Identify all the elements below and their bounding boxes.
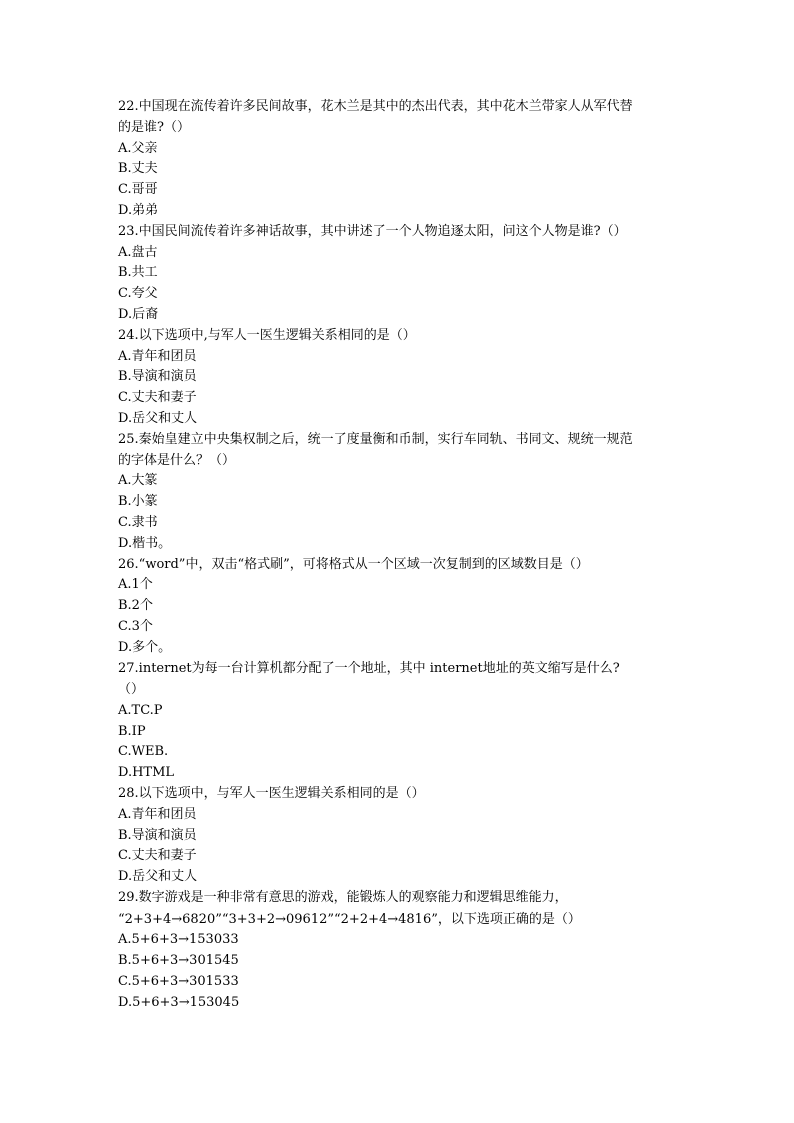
- option-c: C.3个: [118, 618, 153, 634]
- question-text: 的是谁?（）: [118, 119, 190, 135]
- option-b: B.IP: [118, 723, 146, 739]
- question-text: 27.internet为每一台计算机都分配了一个地址，其中 internet地址的英文缩写是什么?: [118, 660, 620, 676]
- question-text: “2+3+4→6820”“3+3+2→09612”“2+2+4→4816”，以下选项正确的是（）: [118, 911, 581, 927]
- question-27: [118, 659, 678, 784]
- document-page: [118, 97, 678, 1013]
- option-c: C.丈夫和妻子: [118, 848, 197, 864]
- option-b: B.小篆: [118, 494, 158, 510]
- question-text: 22.中国现在流传着许多民间故事，花木兰是其中的杰出代表，其中花木兰带家人从军代替: [118, 99, 633, 114]
- option-a: A.5+6+3→153033: [118, 932, 239, 948]
- option-b: B.共工: [118, 265, 158, 281]
- question-text: 29.数字游戏是一种非常有意思的游戏，能锻炼人的观察能力和逻辑思维能力，: [118, 889, 568, 905]
- question-text: 28.以下选项中，与军人一医生逻辑关系相同的是（）: [118, 786, 425, 801]
- option-c: C.丈夫和妻子: [118, 390, 197, 406]
- question-text: 23.中国民间流传着许多神话故事，其中讲述了一个人物追逐太阳，问这个人物是谁?（）: [118, 223, 627, 239]
- question-29: [118, 888, 678, 1013]
- option-a: A.TC.P: [118, 702, 163, 718]
- question-text: （）: [118, 682, 145, 698]
- option-c: C.夸父: [118, 286, 158, 302]
- question-26: [118, 555, 678, 659]
- option-d: D.岳父和丈人: [118, 869, 198, 885]
- option-a: A.青年和团员: [118, 348, 197, 364]
- option-a: A.父亲: [118, 140, 158, 156]
- option-d: D.楷书。: [118, 535, 172, 551]
- question-text: 25.秦始皇建立中央集权制之后，统一了度量衡和币制，实行车同轨、书同文、规统一规范: [118, 431, 633, 447]
- option-a: A.1个: [118, 577, 153, 593]
- option-d: D.弟弟: [118, 202, 159, 218]
- option-d: D.后裔: [118, 306, 159, 322]
- option-b: B.丈夫: [118, 161, 158, 177]
- option-d: D.5+6+3→153045: [118, 994, 240, 1010]
- option-b: B.导演和演员: [118, 827, 197, 843]
- option-c: C.5+6+3→301533: [118, 973, 239, 989]
- question-25: [118, 430, 678, 555]
- question-23: [118, 222, 678, 326]
- option-a: A.大篆: [118, 473, 158, 489]
- option-c: C.哥哥: [118, 182, 158, 198]
- question-22: [118, 97, 678, 222]
- question-text: 的字体是什么？（）: [118, 452, 236, 468]
- question-28: [118, 784, 678, 888]
- option-b: B.5+6+3→301545: [118, 953, 239, 969]
- option-b: B.导演和演员: [118, 369, 197, 385]
- option-d: D.HTML: [118, 765, 175, 781]
- question-text: 26.“word”中，双击“格式刷”，可将格式从一个区域一次复制到的区域数目是（）: [118, 556, 589, 572]
- option-a: A.盘古: [118, 244, 158, 260]
- question-text: 24.以下选项中,与军人一医生逻辑关系相同的是（）: [118, 327, 416, 343]
- option-c: C.隶书: [118, 514, 158, 530]
- option-d: D.岳父和丈人: [118, 410, 198, 426]
- question-24: [118, 326, 678, 430]
- option-a: A.青年和团员: [118, 806, 197, 822]
- option-c: C.WEB.: [118, 744, 169, 760]
- option-d: D.多个。: [118, 639, 172, 655]
- option-b: B.2个: [118, 598, 153, 614]
